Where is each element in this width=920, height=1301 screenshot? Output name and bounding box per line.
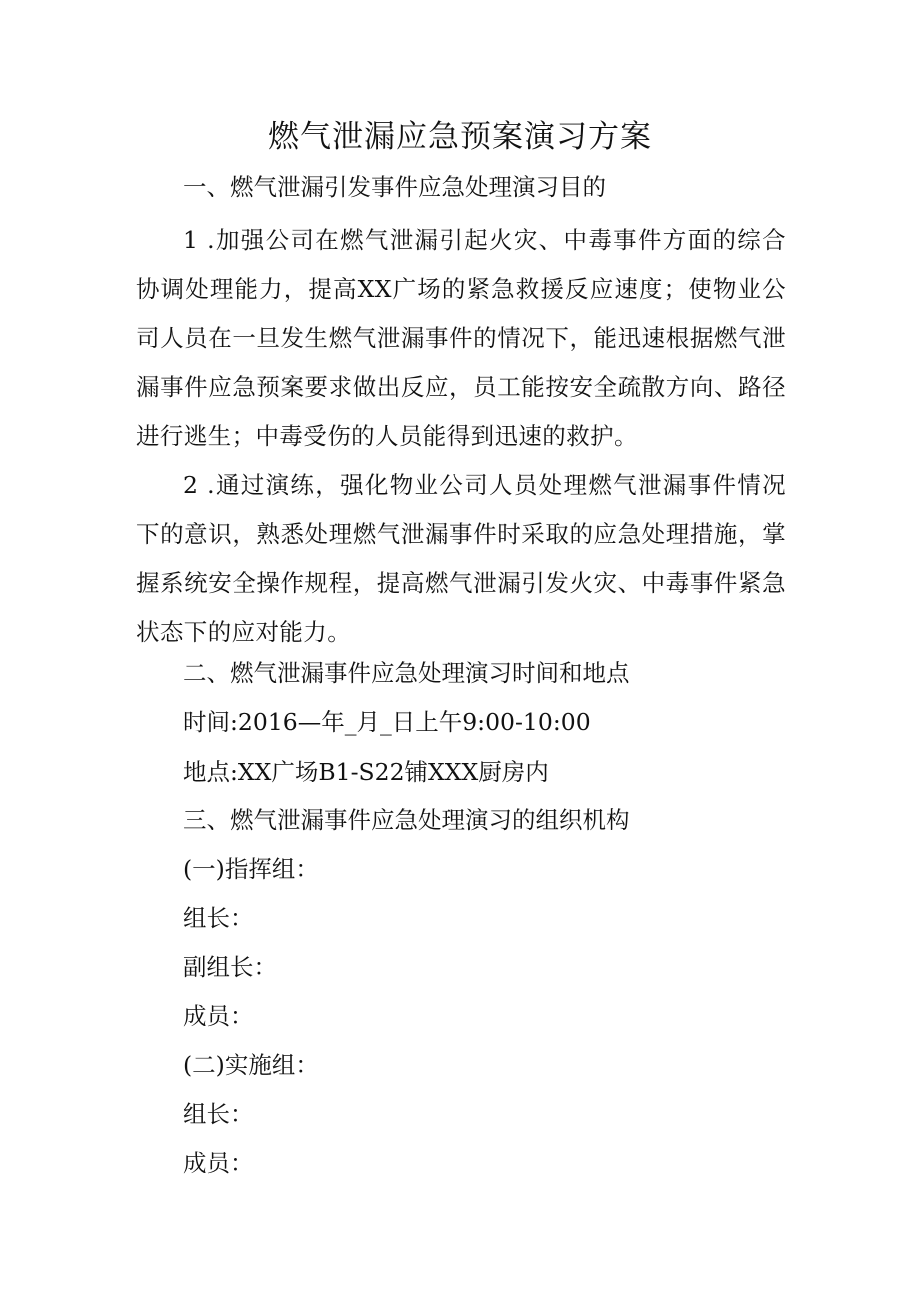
document-title: 燃气泄漏应急预案演习方案 bbox=[268, 119, 652, 155]
section3-heading: 三、燃气泄漏事件应急处理演习的组织机构 bbox=[183, 806, 630, 834]
command-group-heading: (一)指挥组： bbox=[183, 855, 319, 883]
paragraph-1: 1 .加强公司在燃气泄漏引起火灾、中毒事件方面的综合协调处理能力，提高XX广场的紧急救援反应速度；使物业公司人员在一旦发生燃气泄漏事件的情况下，能迅速根据燃气泄漏事件应急预案要求做出反应，员工能按安全疏散方向、路径进行逃生；中毒受伤的人员能得到迅速的救护。 bbox=[136, 226, 786, 450]
drill-place: 地点:XX广场B1-S22铺XXX厨房内 bbox=[183, 758, 549, 786]
implementation-group-leader: 组长： bbox=[183, 1100, 254, 1128]
section1-heading: 一、燃气泄漏引发事件应急处理演习目的 bbox=[183, 173, 606, 201]
drill-time: 时间:2016—年_月_日上午9:00-10:00 bbox=[183, 708, 591, 736]
command-group-leader: 组长： bbox=[183, 904, 254, 932]
section2-heading: 二、燃气泄漏事件应急处理演习时间和地点 bbox=[183, 659, 630, 687]
command-group-deputy: 副组长： bbox=[183, 953, 277, 981]
implementation-group-heading: (二)实施组： bbox=[183, 1051, 319, 1079]
implementation-group-members: 成员： bbox=[183, 1149, 254, 1177]
paragraph-2: 2 .通过演练，强化物业公司人员处理燃气泄漏事件情况下的意识，熟悉处理燃气泄漏事件时采取的应急处理措施，掌握系统安全操作规程，提高燃气泄漏引发火灾、中毒事件紧急状态下的应对能力。 bbox=[136, 471, 786, 646]
command-group-members: 成员： bbox=[183, 1002, 254, 1030]
